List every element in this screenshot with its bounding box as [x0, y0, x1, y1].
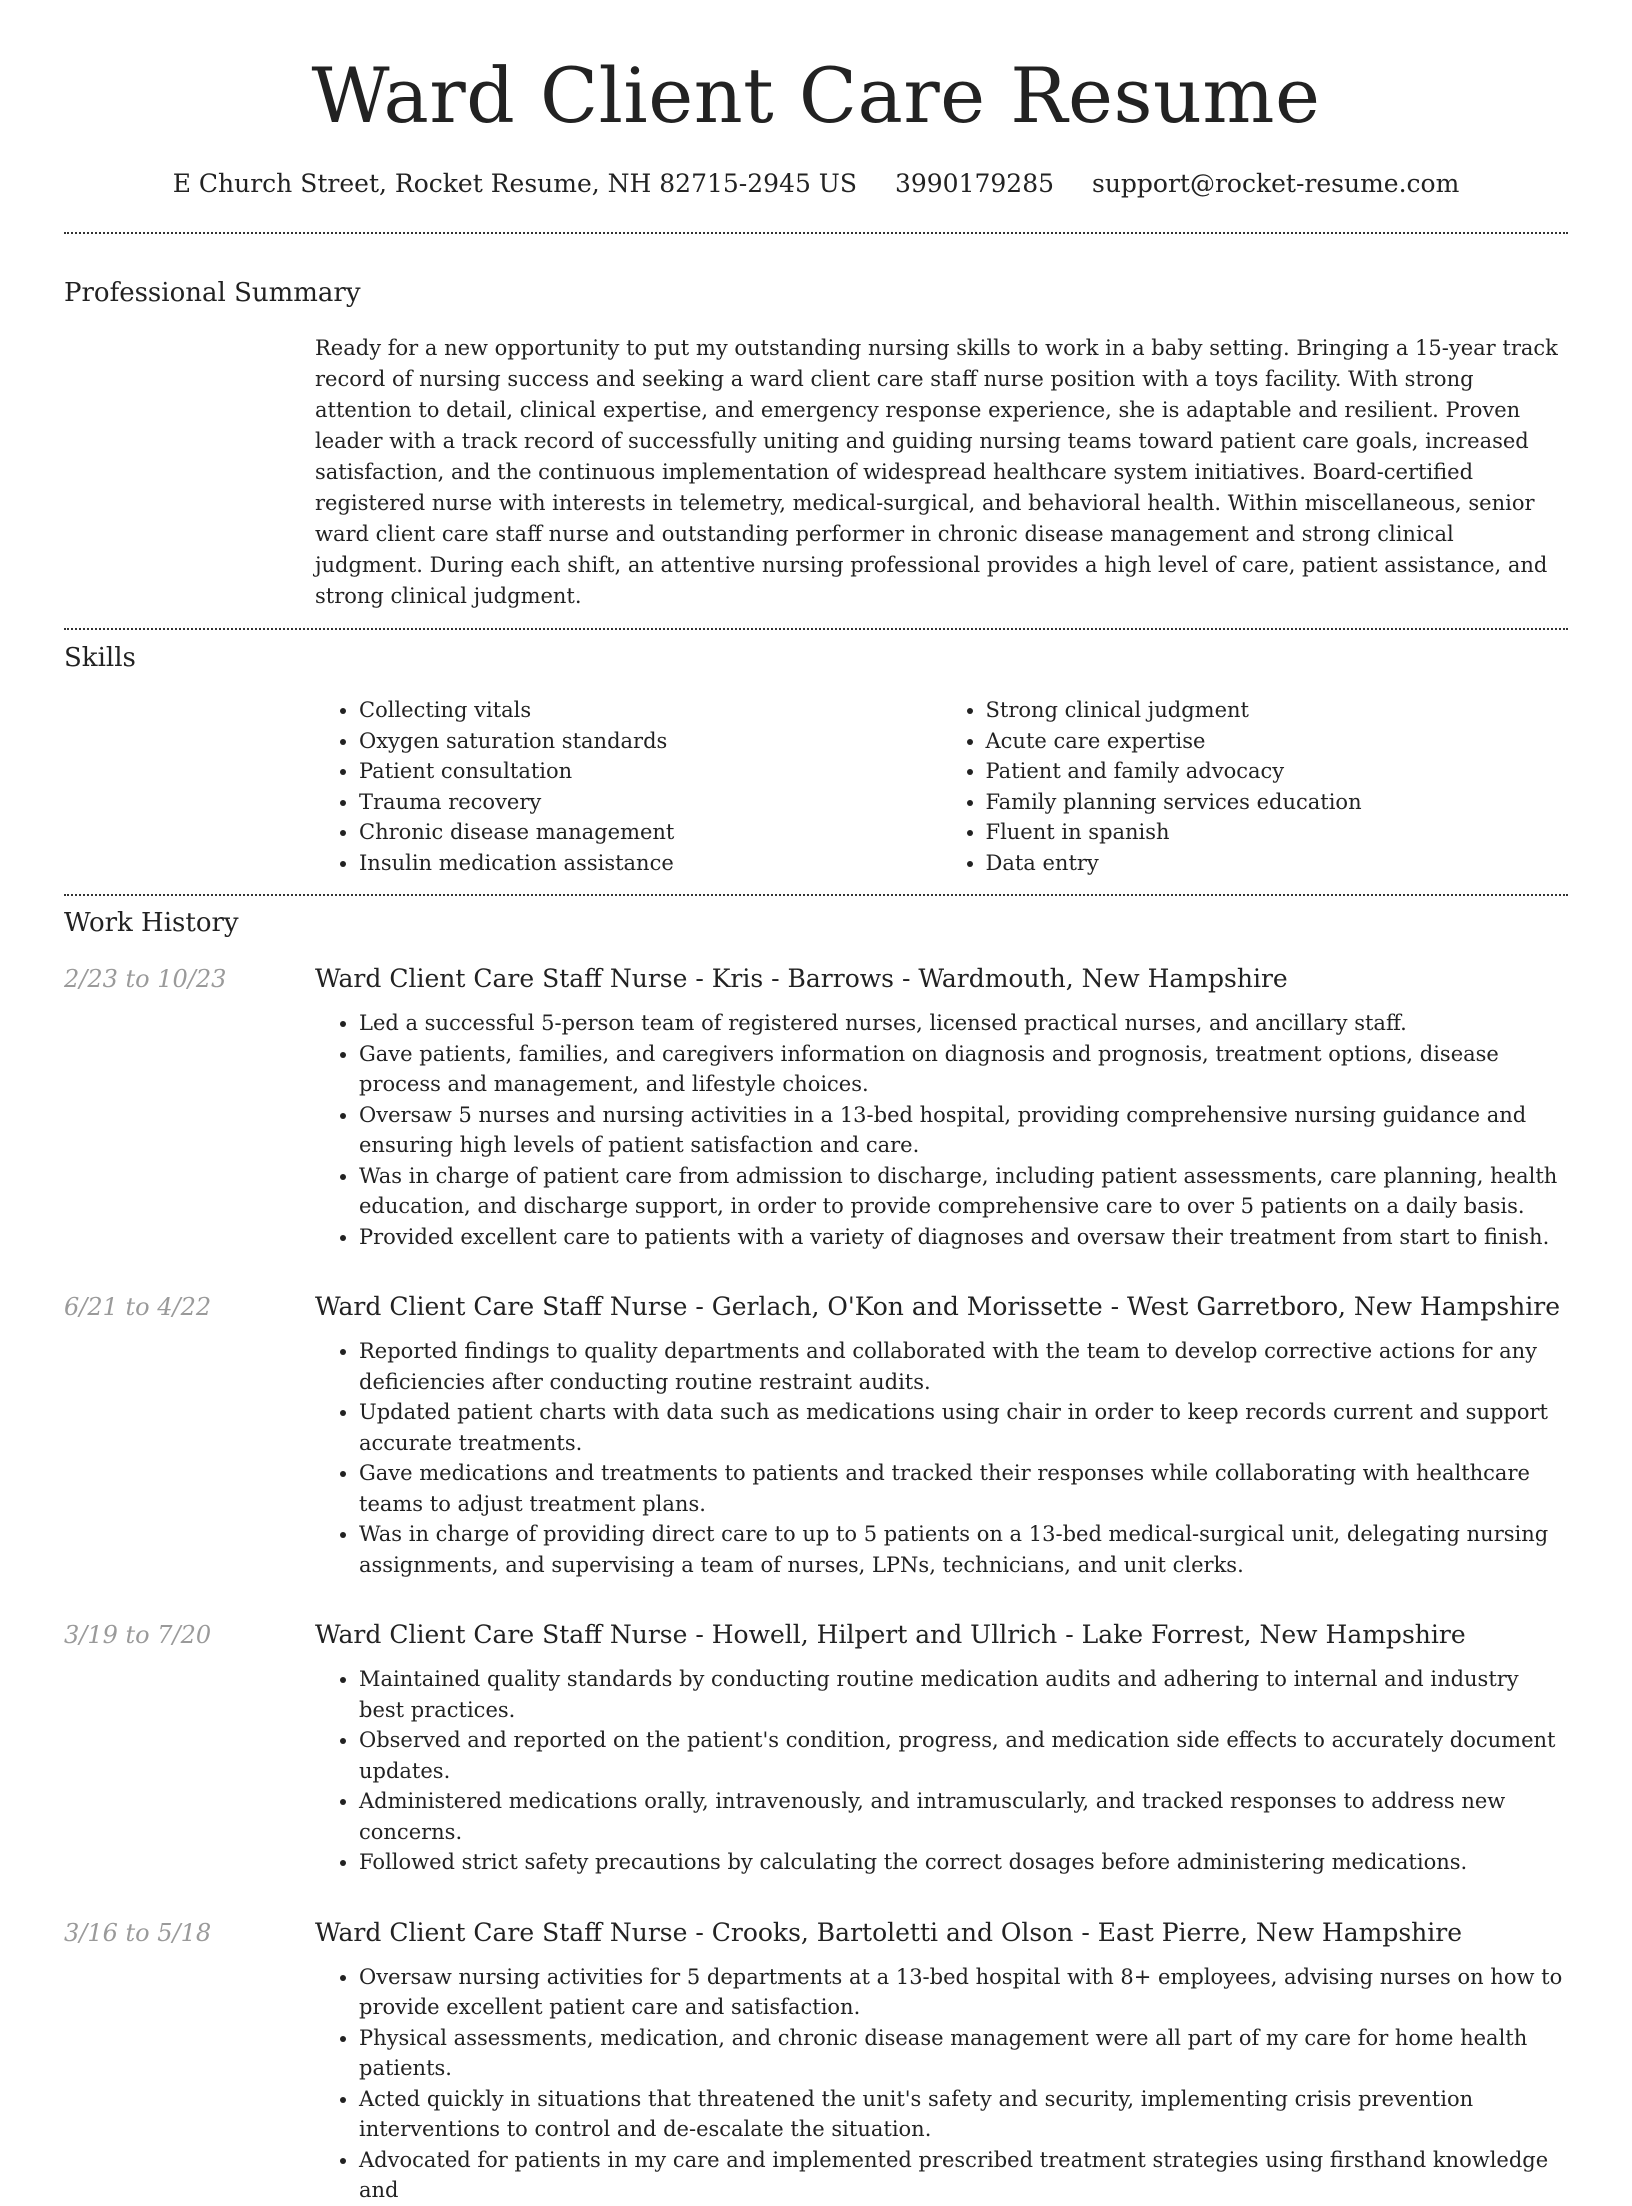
contact-address: E Church Street, Rocket Resume, NH 82715-2945 US: [172, 169, 858, 199]
job-dates: 6/21 to 4/22: [64, 1293, 212, 1322]
job-bullet: • Oversaw nursing activities for 5 departments at a 13-bed hospital with 8+ employees, advising nurses on how to provide excellent patient care and satisfaction.: [359, 1962, 1568, 2023]
job-bullet: • Gave medications and treatments to patients and tracked their responses while collaborating with healthcare teams to adjust treatment plans.: [359, 1458, 1568, 1519]
skill-item: • Data entry: [986, 848, 1569, 879]
job-bullet: • Observed and reported on the patient's condition, progress, and medication side effects to accurately document updates.: [359, 1725, 1568, 1786]
skill-item: • Trauma recovery: [359, 787, 942, 818]
job-bullet: • Maintained quality standards by conducting routine medication audits and adhering to internal and industry best practices.: [359, 1664, 1568, 1725]
skill-item: • Acute care expertise: [986, 726, 1569, 757]
job-entry: [64, 1290, 1568, 1580]
job-title: Ward Client Care Staff Nurse - Kris - Barrows - Wardmouth, New Hampshire: [315, 964, 1288, 994]
resume-title: Ward Client Care Resume: [311, 51, 1321, 140]
job-bullet: • Reported findings to quality departments and collaborated with the team to develop corrective actions for any deficiencies after conducting routine restraint audits.: [359, 1336, 1568, 1397]
resume-page: [64, 0, 1568, 2206]
skills-column-left: [315, 695, 942, 878]
job-bullet: • Gave patients, families, and caregivers information on diagnosis and prognosis, treatment options, disease process and management, and lifestyle choices.: [359, 1039, 1568, 1100]
skill-item: • Collecting vitals: [359, 695, 942, 726]
contact-phone: 3990179285: [894, 169, 1055, 199]
job-bullet: • Updated patient charts with data such as medications using chair in order to keep records current and support accurate treatments.: [359, 1397, 1568, 1458]
job-title: Ward Client Care Staff Nurse - Gerlach, O'Kon and Morissette - West Garretboro, New Hampshire: [315, 1292, 1561, 1322]
job-bullet: • Led a successful 5-person team of registered nurses, licensed practical nurses, and ancillary staff.: [359, 1008, 1568, 1039]
skills-column-right: [942, 695, 1569, 878]
skill-item: • Oxygen saturation standards: [359, 726, 942, 757]
job-bullets: [315, 1008, 1568, 1252]
job-details: [315, 1618, 1568, 1878]
job-title: Ward Client Care Staff Nurse - Howell, Hilpert and Ullrich - Lake Forrest, New Hampshire: [315, 1620, 1466, 1650]
skill-item: • Patient and family advocacy: [986, 756, 1569, 787]
job-bullets: [315, 1664, 1568, 1878]
skills-list: [315, 695, 1568, 878]
skill-item: • Chronic disease management: [359, 817, 942, 848]
contact-email: support@rocket-resume.com: [1091, 169, 1460, 199]
job-entry: [64, 962, 1568, 1252]
job-bullet: • Provided excellent care to patients with a variety of diagnoses and oversaw their treatment from start to finish.: [359, 1222, 1568, 1253]
job-bullets: [315, 1336, 1568, 1580]
job-bullet: • Physical assessments, medication, and chronic disease management were all part of my care for home health patients.: [359, 2023, 1568, 2084]
skill-item: • Strong clinical judgment: [986, 695, 1569, 726]
job-bullet: • Acted quickly in situations that threatened the unit's safety and security, implementing crisis prevention interventions to control and de-escalate the situation.: [359, 2084, 1568, 2145]
job-bullet: • Advocated for patients in my care and implemented prescribed treatment strategies using firsthand knowledge and: [359, 2145, 1568, 2206]
job-details: [315, 1290, 1568, 1580]
job-bullet: • Was in charge of patient care from admission to discharge, including patient assessments, care planning, health education, and discharge support, in order to provide comprehensive care to over 5 patients on a daily basis.: [359, 1161, 1568, 1222]
section-heading-work-history: Work History: [64, 908, 239, 939]
job-title: Ward Client Care Staff Nurse - Crooks, Bartoletti and Olson - East Pierre, New Hampshire: [315, 1917, 1462, 1947]
skill-item: • Fluent in spanish: [986, 817, 1569, 848]
job-entry: [64, 1916, 1568, 2206]
job-entry: [64, 1618, 1568, 1878]
job-bullets: [315, 1962, 1568, 2206]
job-details: [315, 962, 1568, 1252]
section-heading-summary: Professional Summary: [64, 278, 361, 309]
job-details: [315, 1916, 1568, 2206]
job-bullet: • Oversaw 5 nurses and nursing activities in a 13-bed hospital, providing comprehensive nursing guidance and ensuring high levels of patient satisfaction and care.: [359, 1100, 1568, 1161]
job-dates: 2/23 to 10/23: [64, 965, 227, 994]
summary-text: Ready for a new opportunity to put my outstanding nursing skills to work in a baby setting. Bringing a 15-year track record of nursing success and seeking a ward client care staff nurse position with a toys facility. With strong attention to detail, clinical expertise, and emergency response experience, she is adaptable and resilient. Proven leader with a track record of successfully uniting and guiding nursing teams toward patient care goals, increased satisfaction, and the continuous implementation of widespread healthcare system initiatives. Board-certified registered nurse with interests in telemetry, medical-surgical, and behavioral health. Within miscellaneous, senior ward client care staff nurse and outstanding performer in chronic disease management and strong clinical judgment. During each shift, an attentive nursing professional provides a high level of care, patient assistance, and strong clinical judgment.: [315, 336, 1558, 609]
job-bullet: • Followed strict safety precautions by calculating the correct dosages before administering medications.: [359, 1847, 1568, 1878]
skill-item: • Patient consultation: [359, 756, 942, 787]
skill-item: • Insulin medication assistance: [359, 848, 942, 879]
job-bullet: • Administered medications orally, intravenously, and intramuscularly, and tracked responses to address new concerns.: [359, 1786, 1568, 1847]
job-bullet: • Was in charge of providing direct care to up to 5 patients on a 13-bed medical-surgical unit, delegating nursing assignments, and supervising a team of nurses, LPNs, technicians, and unit clerks.: [359, 1519, 1568, 1580]
section-heading-skills: Skills: [64, 643, 136, 674]
skill-item: • Family planning services education: [986, 787, 1569, 818]
divider: [64, 894, 1568, 896]
contact-line: [64, 169, 1568, 198]
divider: [64, 628, 1568, 630]
job-dates: 3/16 to 5/18: [64, 1918, 212, 1947]
divider: [64, 232, 1568, 234]
job-dates: 3/19 to 7/20: [64, 1621, 212, 1650]
